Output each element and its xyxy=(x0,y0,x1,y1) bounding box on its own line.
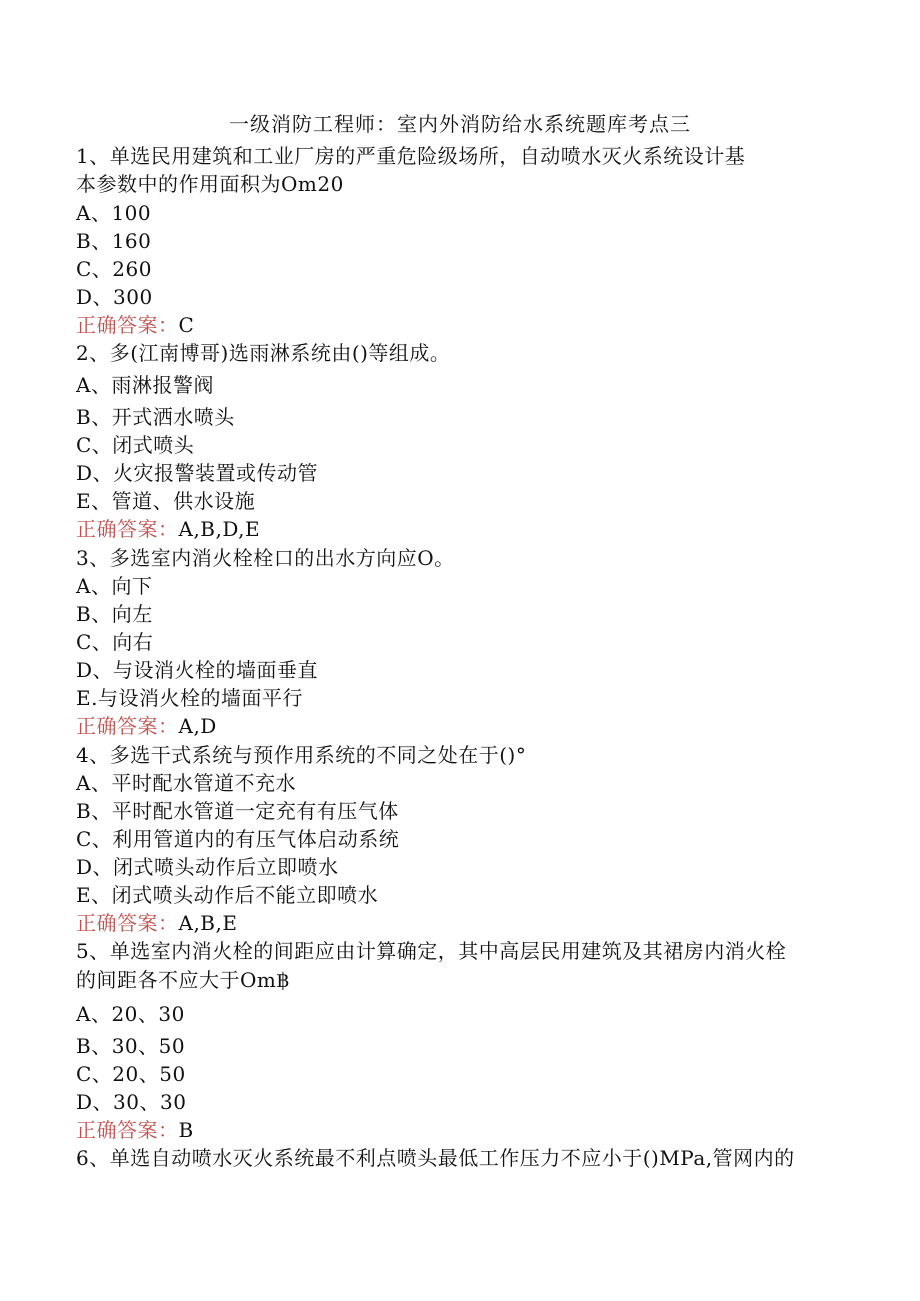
question-1-stem-line-2: 本参数中的作用面积为Om20 xyxy=(76,172,344,196)
answer-label: 正确答案： xyxy=(76,911,179,935)
question-1-option-d: D、300 xyxy=(76,285,153,309)
answer-value: C xyxy=(178,313,195,337)
question-5-option-a: A、20、30 xyxy=(76,1002,185,1026)
question-2-option-e: E、管道、供水设施 xyxy=(76,489,256,513)
question-1-option-c: C、260 xyxy=(76,257,152,281)
question-3-option-b: B、向左 xyxy=(76,602,153,626)
question-6-stem-line-1: 6、单选自动喷水灭火系统最不利点喷头最低工作压力不应小于()MPa,管网内的 xyxy=(76,1146,795,1170)
question-1-option-b: B、160 xyxy=(76,229,152,253)
answer-label: 正确答案： xyxy=(76,1118,179,1142)
question-5-answer xyxy=(76,1114,194,1143)
question-2-stem-line-1: 2、多(江南博哥)选雨淋系统由()等组成。 xyxy=(76,341,451,365)
question-1-option-a: A、100 xyxy=(76,201,152,225)
question-5-stem-line-1: 5、单选室内消火栓的间距应由计算确定，其中高层民用建筑及其裙房内消火栓 xyxy=(76,939,787,963)
document-title: 一级消防工程师：室内外消防给水系统题库考点三 xyxy=(229,112,691,136)
question-4-answer xyxy=(76,907,237,936)
question-3-option-a: A、向下 xyxy=(76,574,153,598)
question-5-option-d: D、30、30 xyxy=(76,1090,187,1114)
answer-value: A,B,E xyxy=(178,911,238,935)
question-4-option-e: E、闭式喷头动作后不能立即喷水 xyxy=(76,883,379,907)
question-2-option-d: D、火灾报警装置或传动管 xyxy=(76,461,319,485)
answer-value: A,B,D,E xyxy=(178,517,261,541)
question-2-answer xyxy=(76,513,260,542)
question-1-answer xyxy=(76,309,194,338)
question-2-option-a: A、雨淋报警阀 xyxy=(76,373,214,397)
answer-value: B xyxy=(178,1118,194,1142)
question-2-option-c: C、闭式喷头 xyxy=(76,433,195,457)
question-3-answer xyxy=(76,710,217,739)
question-4-stem-line-1: 4、多选干式系统与预作用系统的不同之处在于()° xyxy=(76,743,527,767)
answer-value: A,D xyxy=(178,714,217,738)
question-4-option-b: B、平时配水管道一定充有有压气体 xyxy=(76,799,399,823)
question-3-option-c: C、向右 xyxy=(76,630,154,654)
question-4-option-a: A、平时配水管道不充水 xyxy=(76,771,296,795)
question-5-stem-line-2: 的间距各不应大于Om฿ xyxy=(76,968,290,992)
question-5-option-b: B、30、50 xyxy=(76,1034,186,1058)
question-4-option-c: C、利用管道内的有压气体启动系统 xyxy=(76,827,400,851)
question-3-stem-line-1: 3、多选室内消火栓栓口的出水方向应O。 xyxy=(76,546,455,570)
question-3-option-d: D、与设消火栓的墙面垂直 xyxy=(76,658,319,682)
question-2-option-b: B、开式洒水喷头 xyxy=(76,405,235,429)
question-3-option-e: E.与设消火栓的墙面平行 xyxy=(76,686,303,710)
question-5-option-c: C、20、50 xyxy=(76,1062,186,1086)
answer-label: 正确答案： xyxy=(76,714,179,738)
question-1-stem-line-1: 1、单选民用建筑和工业厂房的严重危险级场所，自动喷水灭火系统设计基 xyxy=(76,144,746,168)
answer-label: 正确答案： xyxy=(76,517,179,541)
question-4-option-d: D、闭式喷头动作后立即喷水 xyxy=(76,855,339,879)
answer-label: 正确答案： xyxy=(76,313,179,337)
